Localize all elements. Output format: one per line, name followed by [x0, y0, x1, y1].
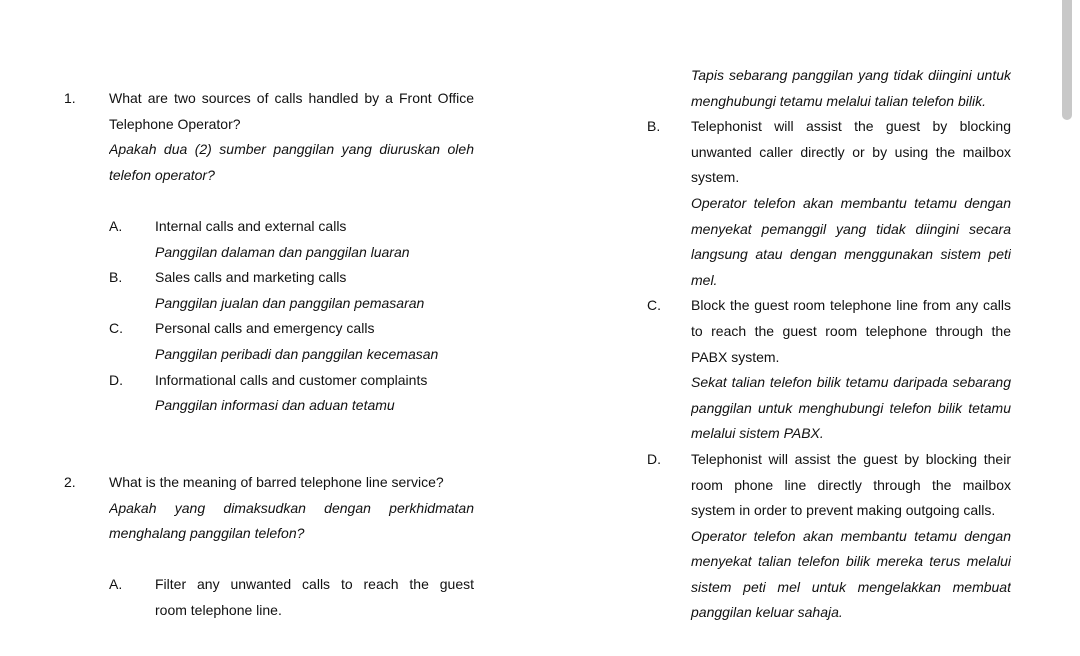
option-line: [647, 549, 1011, 575]
question-line: [64, 137, 474, 163]
question-line: [64, 496, 474, 522]
malay-text: langsung atau dengan menggunakan sistem peti: [691, 246, 1011, 263]
malay-text: menyekat pemanggil yang tidak diingini secara: [691, 220, 1011, 237]
blank-line: [64, 188, 474, 214]
option-line: [647, 89, 1011, 115]
malay-text: telefon operator?: [109, 166, 215, 183]
option-line: [647, 575, 1011, 601]
question-number: 1.: [64, 90, 76, 106]
question-line: [64, 86, 474, 112]
question-line: [64, 470, 474, 496]
option-line: [647, 600, 1011, 626]
option-letter: D.: [109, 371, 123, 388]
option-line: [647, 268, 1011, 294]
malay-text: Panggilan peribadi dan panggilan kecemasan: [155, 345, 439, 362]
option-line: [64, 393, 474, 419]
malay-text: menyekat talian telefon bilik mereka terus melalui: [691, 553, 1011, 570]
option-line: [647, 63, 1011, 89]
english-text: to reach the guest room telephone through the: [691, 322, 1011, 339]
english-text: What is the meaning of barred telephone line service?: [109, 473, 444, 490]
english-text: Block the guest room telephone line from any calls: [691, 297, 1011, 314]
malay-text: panggilan untuk menghubungi telefon bilik tetamu: [691, 399, 1011, 416]
blank-line: [64, 419, 474, 445]
option-line: [647, 140, 1011, 166]
option-letter: B.: [109, 269, 123, 286]
english-text: Telephone Operator?: [109, 115, 241, 132]
option-line: [647, 114, 1011, 140]
option-letter: A.: [109, 576, 123, 593]
option-line: [64, 316, 474, 342]
option-line: [647, 473, 1011, 499]
option-letter: C.: [647, 297, 661, 314]
malay-text: Apakah dua (2) sumber panggilan yang diuruskan oleh: [109, 141, 474, 158]
option-line: [647, 370, 1011, 396]
option-line: [64, 572, 474, 598]
option-line: [647, 217, 1011, 243]
question-line: [64, 163, 474, 189]
english-text: system in order to prevent making outgoing calls.: [691, 502, 996, 519]
english-text: Informational calls and customer complaints: [155, 371, 428, 388]
malay-text: Tapis sebarang panggilan yang tidak diingini untuk: [691, 67, 1011, 83]
malay-text: Sekat talian telefon bilik tetamu daripada sebarang: [691, 374, 1011, 391]
english-text: system.: [691, 169, 740, 186]
right-column: [647, 63, 1011, 626]
option-line: [647, 319, 1011, 345]
english-text: Filter any unwanted calls to reach the guest: [155, 576, 474, 593]
malay-text: mel.: [691, 271, 718, 288]
malay-text: Apakah yang dimaksudkan dengan perkhidmatan: [109, 499, 474, 516]
option-line: [64, 368, 474, 394]
option-letter: A.: [109, 217, 123, 234]
option-line: [64, 240, 474, 266]
question-number: 2.: [64, 473, 76, 490]
english-text: What are two sources of calls handled by a Front Office: [109, 90, 474, 106]
malay-text: Panggilan informasi dan aduan tetamu: [155, 397, 395, 414]
english-text: room phone line directly through the mailbox: [691, 476, 1011, 493]
blank-line: [64, 547, 474, 573]
blank-line: [64, 444, 474, 470]
malay-text: Panggilan dalaman dan panggilan luaran: [155, 243, 410, 260]
english-text: unwanted caller directly or by using the mailbox: [691, 143, 1011, 160]
english-text: Telephonist will assist the guest by blocking their: [691, 450, 1011, 467]
english-text: Internal calls and external calls: [155, 217, 347, 234]
vertical-scrollbar[interactable]: [1062, 0, 1072, 120]
malay-text: panggilan keluar sahaja.: [691, 604, 843, 621]
option-line: [647, 345, 1011, 371]
option-line: [64, 342, 474, 368]
question-line: [64, 521, 474, 547]
malay-text: melalui sistem PABX.: [691, 425, 824, 442]
option-line: [64, 598, 474, 624]
malay-text: sistem peti mel untuk mengelakkan membuat: [691, 578, 1011, 595]
malay-text: menghalang panggilan telefon?: [109, 525, 305, 542]
english-text: room telephone line.: [155, 601, 282, 618]
english-text: Telephonist will assist the guest by blocking: [691, 118, 1011, 135]
left-column: [64, 86, 474, 623]
option-line: [64, 291, 474, 317]
malay-text: Operator telefon akan membantu tetamu dengan: [691, 194, 1011, 211]
english-text: Personal calls and emergency calls: [155, 320, 375, 337]
malay-text: Panggilan jualan dan panggilan pemasaran: [155, 294, 425, 311]
option-line: [647, 191, 1011, 217]
option-letter: B.: [647, 118, 661, 135]
option-line: [64, 265, 474, 291]
question-line: [64, 112, 474, 138]
option-line: [647, 396, 1011, 422]
malay-text: Operator telefon akan membantu tetamu dengan: [691, 527, 1011, 544]
malay-text: menghubungi tetamu melalui talian telefon bilik.: [691, 92, 986, 109]
option-line: [647, 447, 1011, 473]
option-line: [647, 498, 1011, 524]
english-text: Sales calls and marketing calls: [155, 269, 347, 286]
english-text: PABX system.: [691, 348, 780, 365]
option-line: [64, 214, 474, 240]
option-line: [647, 242, 1011, 268]
option-line: [647, 165, 1011, 191]
option-line: [647, 421, 1011, 447]
option-line: [647, 524, 1011, 550]
option-line: [647, 293, 1011, 319]
option-letter: C.: [109, 320, 123, 337]
option-letter: D.: [647, 450, 661, 467]
